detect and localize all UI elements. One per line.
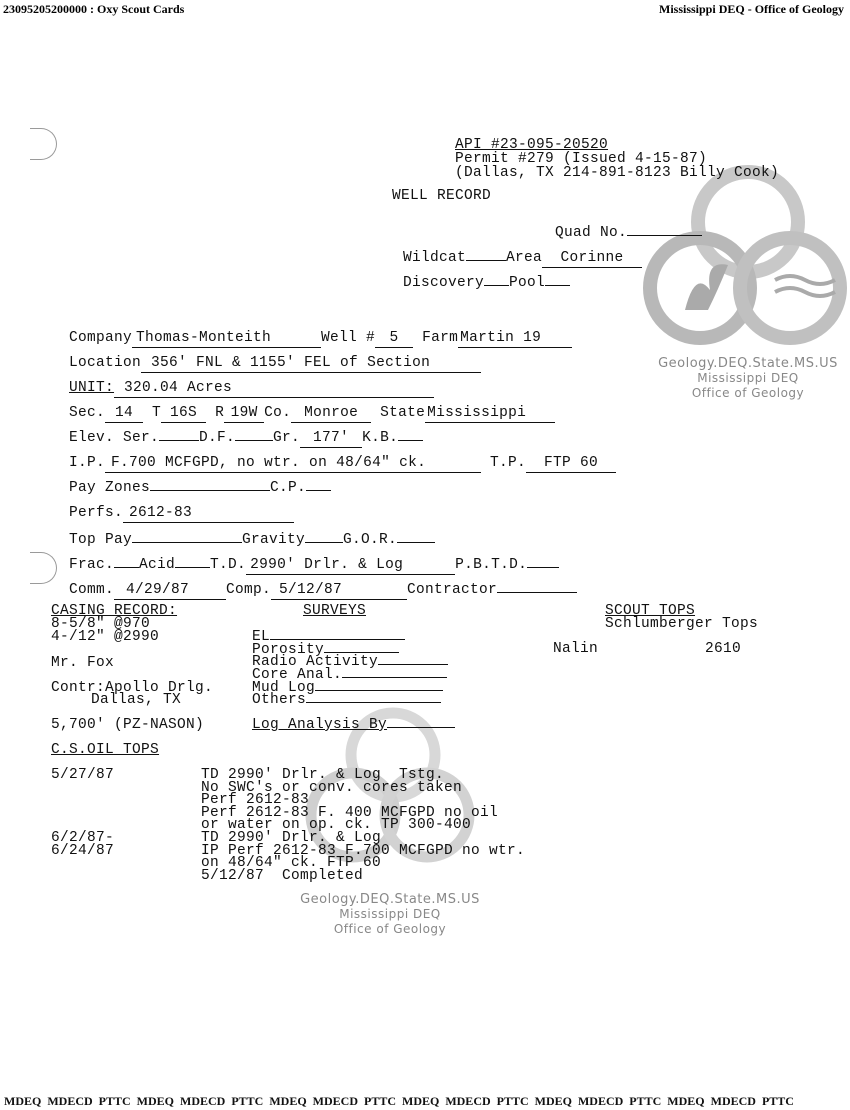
location-row: Location 356' FNL & 1155' FEL of Section [51, 338, 481, 373]
frac-row: Frac. Acid T.D. 2990' Drlr. & Log P.B.T.D. [51, 540, 559, 575]
contact-info: (Dallas, TX 214-891-8123 Billy Cook) [455, 165, 780, 181]
quad-no: Quad No. [555, 225, 702, 242]
toppay-row: Top Pay Gravity G.O.R. [51, 515, 435, 549]
discovery-pool: Discovery Pool [403, 275, 570, 292]
company-row: Company Thomas-Monteith Well # 5 Farm Martin 19 [51, 313, 572, 348]
note-text: TD 2990' Drlr. & Log Tstg. [201, 767, 445, 783]
survey-others: Others [252, 692, 441, 709]
footer-agencies: MDEQ MDECD PTTC MDEQ MDECD PTTC MDEQ MDECD PTTC MDEQ MDECD PTTC MDEQ MDECD PTTC MDEQ MDECD PTTC [4, 1094, 794, 1108]
scout-top-name: Nalin [553, 641, 599, 657]
sec-row: Sec. 14 T 16S R 19W Co. Monroe State Mississippi [51, 388, 555, 423]
survey-mud: Mud Log [252, 680, 443, 697]
survey-radio: Radio Activity [252, 654, 448, 671]
perfs-row: Perfs. 2612-83 [51, 488, 294, 523]
note-text: 5/12/87 Completed [201, 867, 364, 884]
note-text: IP Perf 2612-83 F.700 MCFGPD no wtr. [201, 842, 526, 859]
cs-oil-tops-title: C.S.OIL TOPS [51, 742, 160, 758]
note-date: 6/24/87 [51, 842, 115, 859]
survey-el: EL [252, 629, 405, 646]
survey-porosity: Porosity [252, 642, 399, 659]
payzones-row: Pay Zones C.P. [51, 463, 331, 497]
scout-tops-title: SCOUT TOPS [605, 603, 696, 619]
note-text: Perf 2612-83 [201, 792, 310, 809]
casing-line: Dallas, TX [91, 692, 182, 708]
record-title: WELL RECORD [392, 188, 492, 204]
casing-line: 4-/12" @2990 [51, 629, 160, 645]
note-text: No SWC's or conv. cores taken [201, 779, 463, 796]
header-file-id: 23095205200000 : Oxy Scout Cards [3, 2, 185, 16]
note-text: on 48/64" ck. FTP 60 [201, 855, 382, 872]
casing-line: 5,700' (PZ-NASON) [51, 717, 205, 733]
note-date: 6/2/87- [51, 830, 115, 846]
permit-number: Permit #279 (Issued 4-15-87) [455, 151, 708, 167]
comm-row: Comm. 4/29/87 Comp. 5/12/87 Contractor [51, 565, 577, 600]
casing-line: 8-5/8" @970 [51, 616, 151, 632]
scout-top-depth: 2610 [705, 641, 742, 657]
note-text: Perf 2612-83 F. 400 MCFGPD no oil [201, 804, 499, 821]
survey-log: Log Analysis By [252, 717, 455, 734]
surveys-title: SURVEYS [303, 603, 367, 619]
casing-title: CASING RECORD: [51, 603, 178, 619]
wildcat-area: Wildcat Area Corinne [403, 250, 642, 268]
watermark-text: Geology.DEQ.State.MS.US Mississippi DEQ Office of Geology [658, 356, 838, 400]
casing-line: Mr. Fox [51, 655, 115, 671]
api-number: API #23-095-20520 [455, 137, 609, 153]
header-agency: Mississippi DEQ - Office of Geology [659, 2, 844, 16]
scout-tops-sub: Schlumberger Tops [605, 616, 759, 632]
watermark-text-lower: Geology.DEQ.State.MS.US Mississippi DEQ Office of Geology [300, 892, 480, 936]
elev-row: Elev. Ser. D.F. Gr. 177' K.B. [51, 413, 423, 448]
note-date: 5/27/87 [51, 767, 115, 783]
deq-logo-watermark [640, 160, 850, 360]
unit-row: UNIT: 320.04 Acres [51, 363, 434, 398]
casing-line: Contr:Apollo Drlg. [51, 680, 214, 696]
note-text: TD 2990' Drlr. & Log [201, 830, 382, 846]
punch-hole [30, 128, 57, 160]
ip-row: I.P. F.700 MCFGPD, no wtr. on 48/64" ck. T.P. FTP 60 [51, 438, 616, 473]
survey-core: Core Anal. [252, 667, 447, 684]
note-text: or water on op. ck. TP 300-400 [201, 817, 472, 834]
